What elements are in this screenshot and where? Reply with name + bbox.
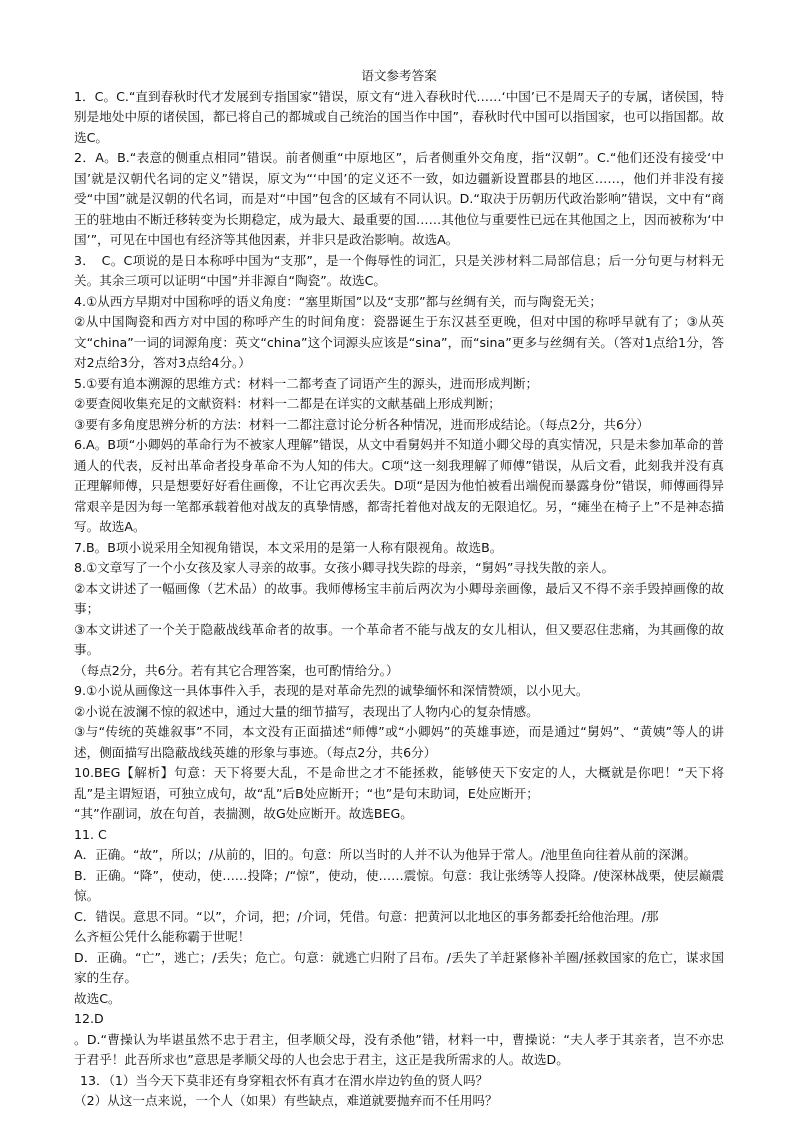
answer-5-point-1: 5.①要有追本溯源的思维方式：材料一二都考查了词语产生的源头，进而形成判断； xyxy=(74,375,539,391)
answer-11-d: D．正确。“亡”，逃亡；/丢失；危亡。句意：就逃亡归附了吕布。/丢失了羊赶紧修补羊圈/拯救国家的危亡，谋求国家的生存。 xyxy=(74,949,724,985)
answer-1: 1．C。C.“直到春秋时代才发展到专指国家”错误，原文有“进入春秋时代……‘中国’已不是周天子的专属，诸侯国，特别是地处中原的诸侯国，都已将自己的都城或自己统治的国当作中国”，春秋时代中国可以指国家，也可以指国都。故选C。 xyxy=(74,88,724,145)
answer-4-points-2-3: ②从中国陶瓷和西方对中国的称呼产生的时间角度：瓷器诞生于东汉甚至更晚，但对中国的称呼早就有了；③从英文“china”一词的词源角度：英文“china”这个词源头应该是“sina”，而“sina”更多与丝绸有关。（答对1点给1分，答对2点给3分，答对3点给4分。） xyxy=(74,314,724,370)
answer-12-explanation: 。D.“曹操认为毕谌虽然不忠于君主，但孝顺父母，没有杀他”错，材料一中，曹操说：“夫人孝于其亲者，岂不亦忠于君乎！此吾所求也”意思是孝顺父母的人也会忠于君主，这正是我所需求的人。故选D。 xyxy=(74,1031,724,1067)
answer-13-1: 13．（1）当今天下莫非还有身穿粗衣怀有真才在渭水岸边钓鱼的贤人吗？ xyxy=(80,1072,489,1088)
answer-12: 12.D xyxy=(74,1011,104,1026)
answer-4-point-1: 4.①从西方早期对中国称呼的语义角度：“塞里斯国”以及“支那”都与丝绸有关，而与陶瓷无关； xyxy=(74,293,602,309)
answer-11-c-cont: 么齐桓公凭什么能称霸于世呢！ xyxy=(74,929,251,944)
answer-11-c: C．错误。意思不同。“以”，介词，把；/介词，凭借。句意：把黄河以北地区的事务都委托给他治理。/那 xyxy=(74,908,659,924)
answer-7: 7.B。B项小说采用全知视角错误，本文采用的是第一人称有限视角。故选B。 xyxy=(74,539,503,555)
answer-3: 3． C。C项说的是日本称呼中国为“支那”，是一个侮辱性的词汇，只是关涉材料二局部信息；后一分句更与材料无关。其余三项可以证明“中国”并非源自“陶瓷”。故选C。 xyxy=(74,252,724,288)
answer-5-point-2: ②要查阅收集充足的文献资料：材料一二都是在详实的文献基础上形成判断； xyxy=(74,396,501,411)
answer-11-a: A．正确。“故”，所以；/从前的，旧的。句意：所以当时的人并不认为他异于常人。/池里鱼向往着从前的深渊。 xyxy=(74,847,697,862)
answer-11: 11. C xyxy=(74,826,107,842)
answer-11-conclusion: 故选C。 xyxy=(74,990,121,1006)
answer-6: 6.A。B项“小卿妈的革命行为不被家人理解”错误，从文中看舅妈并不知道小卿父母的真实情况，只是未参加革命的普通人的代表，反衬出革命者投身革命不为人知的伟大。C项“这一刻我理解了师傅”错误，从后文看，此刻我并没有真正理解师傅，只是想要好好看住画像，不让它再次丢失。D项“是因为他怕被看出端倪而暴露身份”错误，师傅画得异常艰辛是因为每一笔都承载着他对战友的真挚情感，都寄托着他对战友的无限追忆。另，“瘫坐在椅子上”不是神态描写。故选A。 xyxy=(74,437,724,534)
answer-9-point-2: ②小说在波澜不惊的叙述中，通过大量的细节描写，表现出了人物内心的复杂情感。 xyxy=(74,703,539,719)
answer-document xyxy=(74,66,724,1112)
answer-8-point-2: ②本文讲述了一幅画像（艺术品）的故事。我师傅杨宝丰前后两次为小卿母亲画像，最后又不得不亲手毁掉画像的故事； xyxy=(74,580,724,616)
answer-9-point-1: 9.①小说从画像这一具体事件入手，表现的是对革命先烈的诚挚缅怀和深情赞颂，以小见大。 xyxy=(74,683,589,698)
answer-9-point-3: ③与“传统的英雄叙事”不同，本文没有正面描述“师傅”或“小卿妈”的英雄事迹，而是通过“舅妈”、“黄姨”等人的讲述，侧面描写出隐蔽战线英雄的形象与事迹。（每点2分，共6分） xyxy=(74,724,724,760)
answer-10-cont: “其”作副词，放在句首，表揣测，故G处应断开。故选BEG。 xyxy=(74,806,413,821)
answer-5-point-3: ③要有多角度思辨分析的方法：材料一二都注意讨论分析各种情况，进而形成结论。（每点2分，共6分） xyxy=(74,416,650,432)
answer-8-point-3: ③本文讲述了一个关于隐蔽战线革命者的故事。一个革命者不能与战友的女儿相认，但又要忍住悲痛，为其画像的故事。 xyxy=(74,621,724,657)
answer-8-point-1: 8.①文章写了一个小女孩及家人寻亲的故事。女孩小卿寻找失踪的母亲，“舅妈”寻找失散的亲人。 xyxy=(74,560,615,575)
answer-8-scoring: （每点2分，共6分。若有其它合理答案，也可酌情给分。） xyxy=(74,662,399,678)
page-title: 语文参考答案 xyxy=(361,68,437,83)
answer-10: 10.BEG【解析】句意：天下将要大乱，不是命世之才不能拯救，能够使天下安定的人，大概就是你吧！“天下将乱”是主谓短语，可独立成句，故“乱”后B处应断开；“也”是句末助词，E处应断开； xyxy=(74,765,724,801)
answer-2: 2．A。B.“表意的侧重点相同”错误。前者侧重“中原地区”，后者侧重外交角度，指“汉朝”。C.“他们还没有接受‘中国’就是汉朝代名词的定义”错误，原文为“‘中国’的定义还不一致，如边疆新设置郡县的地区……，他们并非没有接受“中国”就是汉朝的代名词，而是对“中国”包含的区域有不同认识。D.“取决于历朝历代政治影响”错误，文中有“商王的驻地由不断迁移转变为长期稳定，成为最大、最重要的国……其他位与重要性已远在其他国之上，因而被称为‘中国’”，可见在中国也有经济等其他因素，并非只是政治影响。故选A。 xyxy=(74,150,724,247)
answer-13-2: （2）从这一点来说，一个人（如果）有些缺点，难道就要抛弃而不任用吗？ xyxy=(74,1093,498,1108)
answer-11-b: B．正确。“降”，使动，使……投降；/“惊”，使动，使……震惊。句意：我让张绣等人投降。/使深林战栗，使层巅震惊。 xyxy=(74,867,724,903)
